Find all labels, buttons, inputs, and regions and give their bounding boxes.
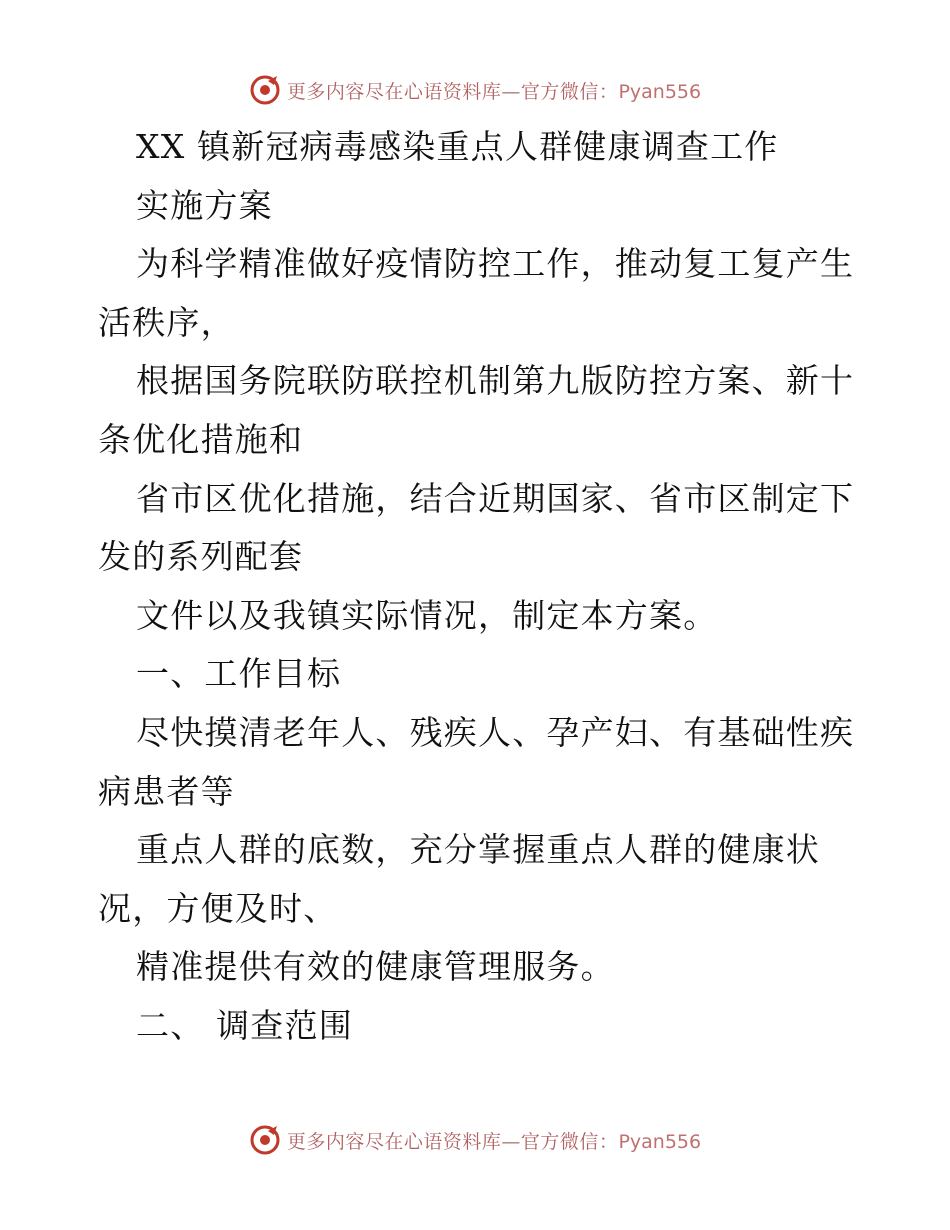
- logo-icon: [249, 74, 281, 106]
- doc-line: 条优化措施和: [98, 419, 304, 459]
- watermark-header: [0, 70, 950, 110]
- logo-icon: [249, 1124, 281, 1156]
- doc-line: 为科学精准做好疫情防控工作，推动复工复产生: [136, 244, 855, 284]
- watermark-footer: [0, 1120, 950, 1160]
- doc-line: 尽快摸清老年人、残疾人、孕产妇、有基础性疾: [136, 712, 855, 752]
- doc-line: 实施方案: [136, 185, 273, 225]
- doc-line: 活秩序，: [98, 302, 235, 342]
- doc-line: 二、 调查范围: [136, 1005, 353, 1045]
- doc-line: 病患者等: [98, 771, 235, 811]
- document-body: [98, 118, 858, 1056]
- doc-line: 况，方便及时、: [98, 888, 338, 928]
- doc-line: 省市区优化措施，结合近期国家、省市区制定下: [136, 478, 855, 518]
- doc-line: 精准提供有效的健康管理服务。: [136, 947, 615, 987]
- doc-line: 一、工作目标: [136, 654, 342, 694]
- watermark-text: 更多内容尽在心语资料库—官方微信：Pyan556: [286, 1130, 702, 1153]
- doc-line: 发的系列配套: [98, 537, 304, 577]
- doc-line: XX 镇新冠病毒感染重点人群健康调查工作: [136, 127, 779, 166]
- watermark-text: 更多内容尽在心语资料库—官方微信：Pyan556: [286, 80, 702, 103]
- doc-line: 文件以及我镇实际情况，制定本方案。: [136, 595, 718, 635]
- doc-line: 重点人群的底数，充分掌握重点人群的健康状: [136, 830, 820, 870]
- doc-line: 根据国务院联防联控机制第九版防控方案、新十: [136, 361, 855, 401]
